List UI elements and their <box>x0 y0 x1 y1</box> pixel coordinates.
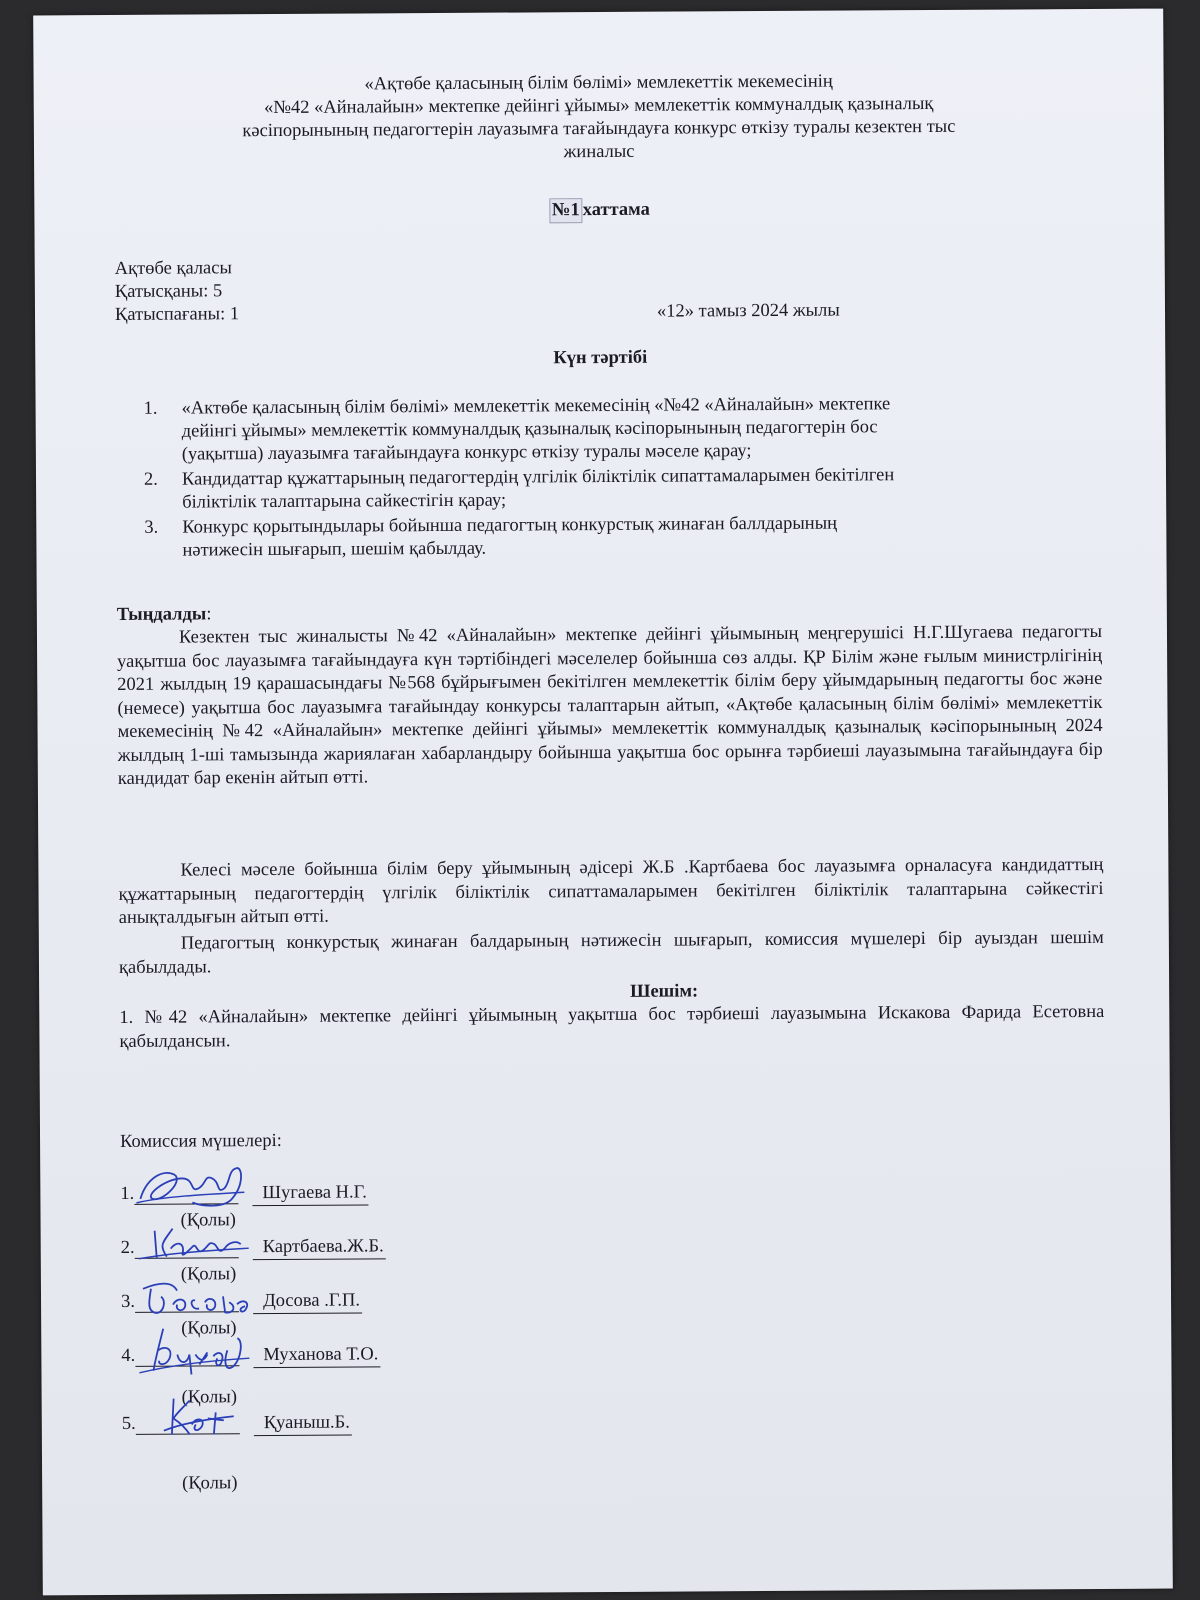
decision-title: Шешім: <box>630 981 699 1002</box>
agenda-item <box>143 392 1119 465</box>
agenda-line: нәтижесін шығарып, шешім қабылдау. <box>182 538 487 561</box>
decision-text: 1. №42 «Айналайын» мектепке дейінгі ұйымының уақытша бос тәрбиеші лауазымына Искакова Фарида Есетовна қабылдансын. <box>119 1001 1105 1052</box>
signature-5 <box>134 1388 254 1445</box>
agenda-item-number: 1. <box>143 398 158 419</box>
agenda-line: біліктілік талаптарына сайкестігін қарау; <box>182 490 507 513</box>
meta-attended: Қатысқаны: 5 <box>114 281 223 302</box>
heard-title: Тыңдалды <box>116 604 207 625</box>
member-number: 1. <box>120 1183 135 1204</box>
agenda-item-number: 3. <box>144 517 159 538</box>
signature-label: (Қолы) <box>182 1473 238 1494</box>
agenda-item-text <box>182 392 1082 466</box>
header-line-1: «Ақтөбе қаласының білім бөлімі» мемлекеттік мекемесінің <box>364 71 833 95</box>
protocol-number: №1 <box>549 198 583 223</box>
agenda-title: Күн тәртібі <box>553 347 648 369</box>
signature-2 <box>133 1212 253 1269</box>
signature-label: (Қолы) <box>180 1264 237 1285</box>
agenda-line: дейінгі ұйымы» мемлекеттік коммуналдық қазыналық кәсіпорынының педагогтерін бос <box>181 417 878 442</box>
member-name: Картбаева.Ж.Б. <box>253 1235 386 1260</box>
agenda-item-number: 2. <box>143 469 158 490</box>
commission-member-4 <box>121 1341 721 1377</box>
agenda-line: «Актөбе қаласының білім бөлімі» мемлекеттік мекемесінің «№42 «Айналайын» мектепке <box>181 394 891 419</box>
header-line-4: жиналыс <box>563 141 635 163</box>
heard-colon: : <box>206 604 212 625</box>
protocol-title <box>34 195 1164 227</box>
agenda-line: (уақытша) лауазымға тағайындауға конкурс өткізу туралы мәселе қарау; <box>181 441 752 465</box>
meta-date: «12» тамыз 2024 жылы <box>656 300 840 322</box>
member-number: 4. <box>121 1345 136 1366</box>
agenda-item-text <box>182 463 1082 514</box>
member-name: Муханова Т.О. <box>253 1343 380 1368</box>
heard-paragraph-2: Келесі мәселе бойынша білім беру ұйымының әдісері Ж.Б .Картбаева бос лауазымға орналасуға кандидаттың құжаттарының педагогтердің үлгілік біліктілік сипаттамаларымен бекітілген біліктілік талаптарына сәйкестігі анықталдығын айтып өтті. <box>118 854 1104 928</box>
member-number: 3. <box>120 1291 135 1312</box>
header-line-2: «№42 «Айналайын» мектепке дейінгі ұйымы» мемлекеттік коммуналдық қазыналық <box>264 93 934 119</box>
heard-title-row <box>117 603 212 627</box>
agenda-list <box>144 392 1120 588</box>
heard-paragraph-1: Кезектен тыс жиналысты №42 «Айналайын» мектепке дейінгі ұйымының меңгерушісі Н.Г.Шугаева педагогты уақытша бос лауазымға тағайындауға күн тәртібіндегі мәселелер бойынша сөз алды. ҚР Білім және ғылым министрлігінің 2021 жылдың 19 қарашасындағы №568 бұйрығымен бекітілген мемлекеттік білім беру ұйымдарының педагогты бос және (немесе) уақытша бос лауазымға тағайындау конкурсы талаптарын айтып, «Ақтөбе қаласының білім бөлімі» мемлекеттік мекемесінің №42 «Айналайын» мектепке дейінгі ұйымы» мемлекеттік коммуналдық қазыналық кәсіпорынының 2024 жылдың 1-ші тамызында жариялаған хабарландыру бойынша уақытша бос орынға тәрбиеші лауазымына тағайындауға бір кандидат бар екенін айтып өтті. <box>117 621 1103 789</box>
member-name: Досова .Г.П. <box>253 1289 362 1314</box>
signature-label: (Қолы) <box>181 1387 238 1408</box>
signature-1 <box>132 1158 252 1215</box>
member-name: Қуаныш.Б. <box>254 1412 352 1437</box>
signature-3 <box>133 1266 253 1323</box>
protocol-word: хаттама <box>582 199 650 221</box>
member-name: Шугаева Н.Г. <box>252 1181 369 1206</box>
agenda-line: Конкурс қорытындылары бойынша педагогтың конкурстық жинаған баллдарының <box>182 513 838 538</box>
signature-label: (Қолы) <box>181 1318 237 1339</box>
header-line-3: кәсіпорынының педагогтерін лауазымға тағайындауға конкурс өткізу туралы кезектен тыс <box>242 116 956 142</box>
meta-city: Ақтөбе қаласы <box>114 258 232 279</box>
signature-4 <box>133 1320 253 1381</box>
heard-paragraph-3: Педагогтың конкурстық жинаған балдарының нәтижесін шығарып, комиссия мүшелері бір ауыздан шешім қабылдады. <box>118 927 1104 978</box>
signature-label: (Қолы) <box>180 1210 236 1231</box>
agenda-line: Кандидаттар құжаттарының педагогтердің үлгілік біліктілік сипаттамаларымен бекітілген <box>181 465 895 490</box>
member-number: 2. <box>120 1237 135 1258</box>
commission-title: Комиссия мүшелері: <box>120 1130 282 1152</box>
agenda-item-text <box>182 511 1082 562</box>
document-page <box>33 9 1173 1596</box>
commission-member-5 <box>122 1409 722 1445</box>
meta-absent: Қатыспағаны: 1 <box>114 304 240 325</box>
member-number: 5. <box>121 1413 136 1434</box>
